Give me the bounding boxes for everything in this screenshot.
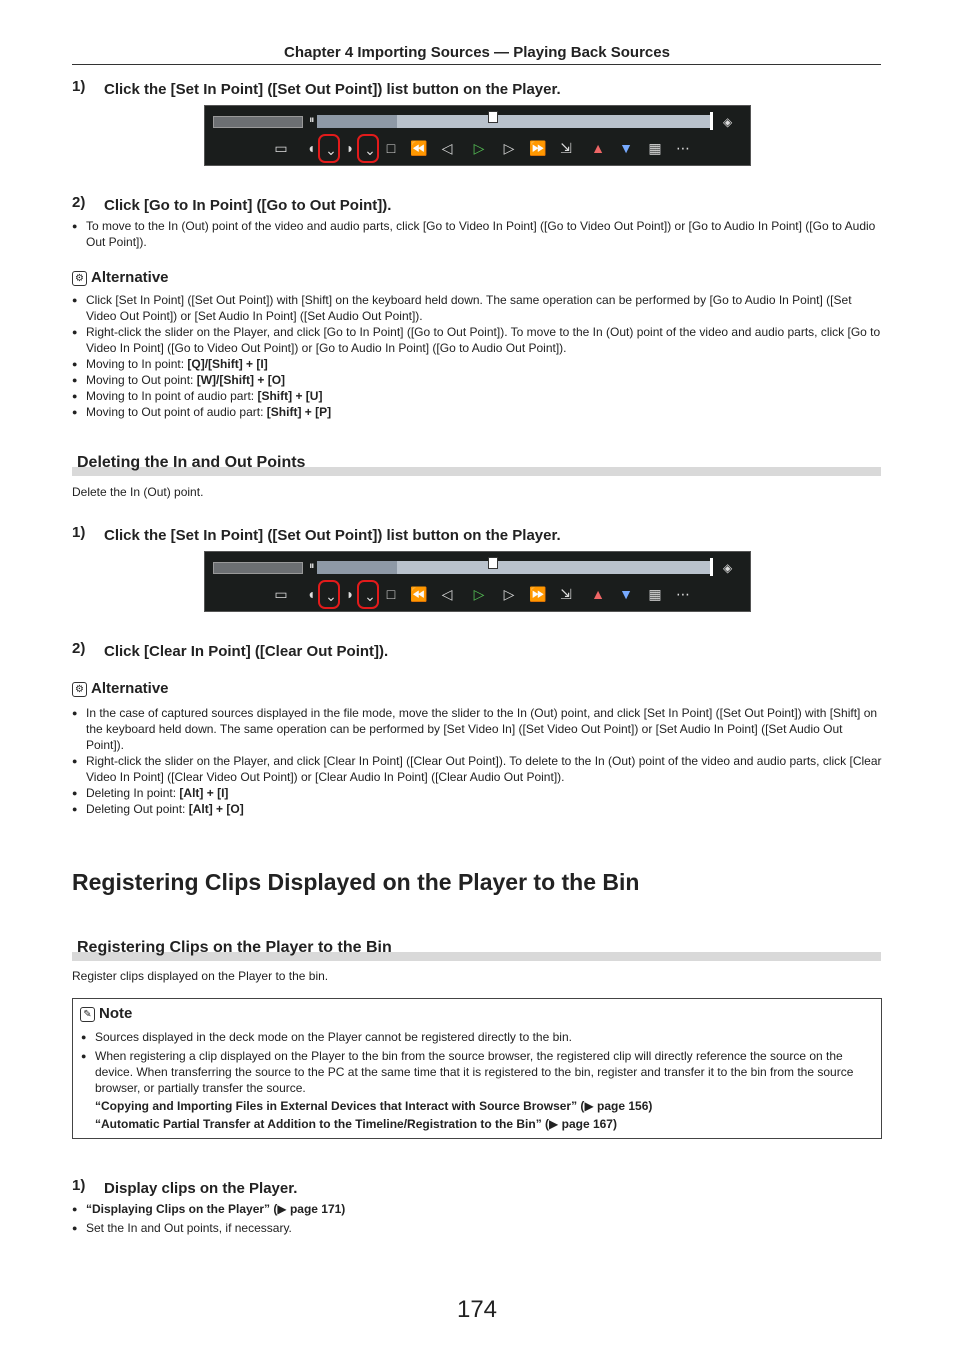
stop-icon[interactable]: □ <box>386 586 396 602</box>
menu-icon[interactable]: ⋯ <box>676 586 690 602</box>
step-number: 2) <box>72 194 86 211</box>
loop-icon[interactable]: ⇲ <box>560 586 572 602</box>
jog-slider[interactable] <box>213 116 303 128</box>
note-list <box>81 1029 871 1132</box>
list-item: ● Right-click the slider on the Player, and click [Clear In Point] ([Clear Out Point]). To delete to the In (Out) point of the video and audio parts, click [Clear Video In Point] ([Clear Video Out Point]) or [Clear Audio In Point] ([Clear Audio Out Point]). <box>72 753 882 785</box>
slider-thumb[interactable] <box>488 111 498 123</box>
list-item: ● Moving to In point of audio part: [Shift] + [U] <box>72 388 882 404</box>
loop-icon[interactable]: ⇲ <box>560 140 572 156</box>
arrow-right-icon: ▶ <box>584 1099 594 1113</box>
list-item: ● Right-click the slider on the Player, and click [Go to In Point] ([Go to Out Point]). To move to the In (Out) point of the video and audio parts, click [Go to Video In Point] ([Go to Video Out Point]) or [Go to Audio In Point] ([Go to Audio Out Point]). <box>72 324 882 356</box>
section-title: Registering Clips on the Player to the Bin <box>77 939 392 956</box>
out-marker <box>710 112 713 130</box>
page-title: Registering Clips Displayed on the Player to the Bin <box>72 869 640 895</box>
clip-icon[interactable]: ▭ <box>274 140 288 156</box>
step-forward-icon[interactable]: ▷ <box>503 586 515 602</box>
menu-icon[interactable]: ⋯ <box>676 140 690 156</box>
step-text: Click [Clear In Point] ([Clear Out Point]). <box>104 643 389 660</box>
arrow-right-icon: ▶ <box>277 1202 287 1216</box>
section-description: Delete the In (Out) point. <box>72 485 204 499</box>
list-item: ● “Displaying Clips on the Player” (▶ page 171) <box>72 1201 882 1217</box>
alternative-heading: ⚙ Alternative <box>72 269 169 286</box>
insert-icon[interactable]: ▼ <box>619 140 633 156</box>
section-description: Register clips displayed on the Player to the bin. <box>72 969 329 983</box>
list-button-icon[interactable]: ⌄ <box>325 142 337 158</box>
clip-icon[interactable]: ▭ <box>274 586 288 602</box>
position-slider[interactable] <box>317 561 711 574</box>
step-text: Click [Go to In Point] ([Go to Out Point]). <box>104 197 392 214</box>
list-item: ● Moving to In point: [Q]/[Shift] + [I] <box>72 356 882 372</box>
list-button-icon[interactable]: ⌄ <box>364 588 376 604</box>
list-item: ● In the case of captured sources displayed in the file mode, move the slider to the In (Out) point, and click [Set In Point] ([Set Out Point]) with [Shift] on the keyboard held down. The same operation can be performed by [Set Video In] ([Set Video Out Point]) or [Set Audio In Point] ([Set Audio Out Point]). <box>72 705 882 753</box>
list-item: ● Set the In and Out points, if necessary. <box>72 1220 882 1236</box>
page-number: 174 <box>456 1296 498 1323</box>
arrow-right-icon: ▶ <box>549 1117 559 1131</box>
insert-icon[interactable]: ▼ <box>619 586 633 602</box>
play-icon[interactable]: ▷ <box>473 586 485 602</box>
player-toolbar-image <box>204 551 751 612</box>
list-item: ● Moving to Out point of audio part: [Shift] + [P] <box>72 404 882 420</box>
list-item: ● Click [Set In Point] ([Set Out Point]) with [Shift] on the keyboard held down. The same operation can be performed by [Go to Audio In Point] ([Set Video Out Point]) or [Set Audio In Point] ([Set Audio Out Point]). <box>72 292 882 324</box>
step-forward-icon[interactable]: ▷ <box>503 140 515 156</box>
in-marker-icon: ⏸ <box>309 114 315 126</box>
note-heading: ✎ Note <box>80 1005 132 1022</box>
overwrite-icon[interactable]: ▦ <box>648 140 662 156</box>
alternative-list <box>72 292 882 420</box>
step-back-icon[interactable]: ◁ <box>441 586 453 602</box>
note-box <box>72 998 882 1139</box>
list-button-icon[interactable]: ⌄ <box>364 142 376 158</box>
alternative-list <box>72 705 882 817</box>
section-title: Deleting the In and Out Points <box>77 454 306 471</box>
set-in-point-icon[interactable]: ◖ <box>306 140 316 156</box>
chapter-header: Chapter 4 Importing Sources — Playing Back Sources <box>284 44 670 61</box>
fast-forward-icon[interactable]: ⏩ <box>529 140 547 156</box>
set-out-point-icon[interactable]: ◗ <box>345 140 355 156</box>
fast-forward-icon[interactable]: ⏩ <box>529 586 547 602</box>
alternative-icon: ⚙ <box>72 682 87 697</box>
render-icon[interactable]: ▲ <box>591 140 605 156</box>
play-icon[interactable]: ▷ <box>473 140 485 156</box>
alternative-heading: ⚙ Alternative <box>72 680 169 697</box>
step-bullets <box>72 1201 882 1236</box>
out-marker <box>710 558 713 576</box>
list-item: ● To move to the In (Out) point of the video and audio parts, click [Go to Video In Point] ([Go to Video Out Point]) or [Go to Audio In Point] ([Go to Audio Out Point]). <box>72 218 882 250</box>
step-text: Click the [Set In Point] ([Set Out Point]) list button on the Player. <box>104 527 561 544</box>
list-button-icon[interactable]: ⌄ <box>325 588 337 604</box>
rewind-icon[interactable]: ⏪ <box>410 586 428 602</box>
audio-icon: ◈ <box>723 561 733 575</box>
position-slider[interactable] <box>317 115 711 128</box>
step-number: 1) <box>72 78 86 95</box>
header-divider <box>72 64 881 65</box>
slider-thumb[interactable] <box>488 557 498 569</box>
stop-icon[interactable]: □ <box>386 140 396 156</box>
step-back-icon[interactable]: ◁ <box>441 140 453 156</box>
alternative-icon: ⚙ <box>72 271 87 286</box>
list-item: ● Sources displayed in the deck mode on the Player cannot be registered directly to the bin. <box>81 1029 871 1045</box>
step-number: 2) <box>72 640 86 657</box>
audio-icon: ◈ <box>723 115 733 129</box>
overwrite-icon[interactable]: ▦ <box>648 586 662 602</box>
list-item: ● When registering a clip displayed on the Player to the bin from the source browser, the registered clip will directly reference the source on the device. When transferring the source to the PC at the same time that it is registered to the bin, register and transfer it to the bin from the source browser, or partially transfer the source. “Copying and Importing Files in External Devices that Interact with Source Browser” (▶ page 156) “Automatic Partial Transfer at Addition to the Timeline/Registration to the Bin” (▶ page 167) <box>81 1048 871 1132</box>
jog-slider[interactable] <box>213 562 303 574</box>
step-text: Click the [Set In Point] ([Set Out Point]) list button on the Player. <box>104 81 561 98</box>
player-toolbar-image <box>204 105 751 166</box>
rewind-icon[interactable]: ⏪ <box>410 140 428 156</box>
set-in-point-icon[interactable]: ◖ <box>306 586 316 602</box>
set-out-point-icon[interactable]: ◗ <box>345 586 355 602</box>
list-item: ● Deleting Out point: [Alt] + [O] <box>72 801 882 817</box>
step-number: 1) <box>72 1177 86 1194</box>
list-item: ● Deleting In point: [Alt] + [I] <box>72 785 882 801</box>
step-number: 1) <box>72 524 86 541</box>
step-bullets <box>72 218 882 250</box>
in-marker-icon: ⏸ <box>309 560 315 572</box>
note-icon: ✎ <box>80 1007 95 1022</box>
list-item: ● Moving to Out point: [W]/[Shift] + [O] <box>72 372 882 388</box>
render-icon[interactable]: ▲ <box>591 586 605 602</box>
step-text: Display clips on the Player. <box>104 1180 298 1197</box>
